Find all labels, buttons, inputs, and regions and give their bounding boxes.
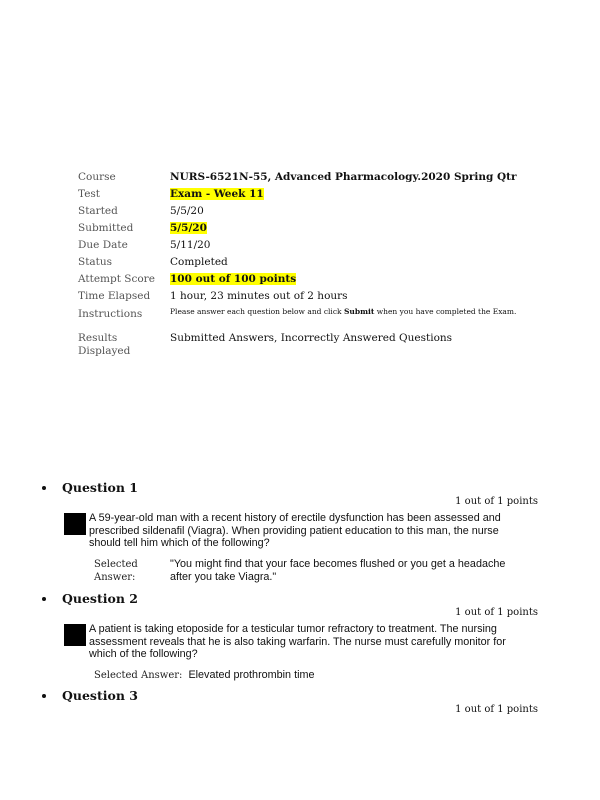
started-row xyxy=(78,205,548,222)
question-1-status-icon xyxy=(64,513,86,535)
course-label: Course xyxy=(78,171,116,183)
time-elapsed-label: Time Elapsed xyxy=(78,290,151,302)
time-elapsed-value: 1 hour, 23 minutes out of 2 hours xyxy=(170,290,348,302)
question-1-title: Question 1 xyxy=(62,480,138,495)
answer-label-line1: Selected xyxy=(94,559,138,570)
instructions-row xyxy=(78,307,548,332)
submitted-value: 5/5/20 xyxy=(170,222,207,234)
question-2-heading xyxy=(42,591,138,606)
question-2-text: A patient is taking etoposide for a testicular tumor refractory to treatment. The nursing assessment reveals that he is also taking warfarin. The nurse must carefully monitor for which of the following? xyxy=(89,623,506,661)
question-2-answer-label: Selected Answer: xyxy=(94,670,183,681)
question-1-selected-answer: "You might find that your face becomes flushed or you get a headache after you take Viagra." xyxy=(170,558,506,583)
attempt-score-label: Attempt Score xyxy=(78,273,155,285)
due-date-row xyxy=(78,239,548,256)
bullet-icon xyxy=(42,597,46,601)
attempt-score-row xyxy=(78,273,548,290)
bullet-icon xyxy=(42,486,46,490)
question-3-title: Question 3 xyxy=(62,688,138,703)
course-row xyxy=(78,171,548,188)
status-value: Completed xyxy=(170,256,228,268)
due-date-label: Due Date xyxy=(78,239,128,251)
status-label: Status xyxy=(78,256,113,268)
due-date-value: 5/11/20 xyxy=(170,239,211,251)
question-2-title: Question 2 xyxy=(62,591,138,606)
results-label-line1: Results xyxy=(78,332,118,344)
course-value: NURS-6521N-55, Advanced Pharmacology.2020 Spring Qtr xyxy=(170,171,517,183)
test-label: Test xyxy=(78,188,101,200)
question-1-points: 1 out of 1 points xyxy=(455,496,538,507)
question-3-heading xyxy=(42,688,138,703)
started-label: Started xyxy=(78,205,118,217)
instructions-text-before: Please answer each question below and click xyxy=(170,307,344,316)
instructions-submit-keyword: Submit xyxy=(343,307,375,316)
question-2-points: 1 out of 1 points xyxy=(455,607,538,618)
results-row xyxy=(78,332,548,358)
question-2-answer xyxy=(94,669,314,681)
test-row xyxy=(78,188,548,205)
test-value: Exam - Week 11 xyxy=(170,188,264,200)
time-elapsed-row xyxy=(78,290,548,307)
attempt-summary xyxy=(78,171,548,358)
question-3-points: 1 out of 1 points xyxy=(455,704,538,715)
results-value: Submitted Answers, Incorrectly Answered Questions xyxy=(170,332,453,344)
submitted-label: Submitted xyxy=(78,222,134,234)
question-2-selected-answer: Elevated prothrombin time xyxy=(188,669,315,681)
attempt-score-value: 100 out of 100 points xyxy=(170,273,297,285)
instructions-value xyxy=(170,307,530,317)
bullet-icon xyxy=(42,694,46,698)
instructions-text-after: when you have completed the Exam. xyxy=(374,307,517,316)
question-1-heading xyxy=(42,480,138,495)
results-label-line2: Displayed xyxy=(78,345,131,357)
started-value: 5/5/20 xyxy=(170,205,204,217)
question-1-answer-label xyxy=(94,558,154,584)
question-1-text: A 59-year-old man with a recent history of erectile dysfunction has been assessed and prescribed sildenafil (Viagra). When providing patient education to this man, the nurse should tell him which of the following? xyxy=(89,512,501,550)
answer-label-line2: Answer: xyxy=(94,572,136,583)
instructions-label: Instructions xyxy=(78,308,143,320)
question-2-status-icon xyxy=(64,624,86,646)
status-row xyxy=(78,256,548,273)
results-label xyxy=(78,332,170,358)
submitted-row xyxy=(78,222,548,239)
